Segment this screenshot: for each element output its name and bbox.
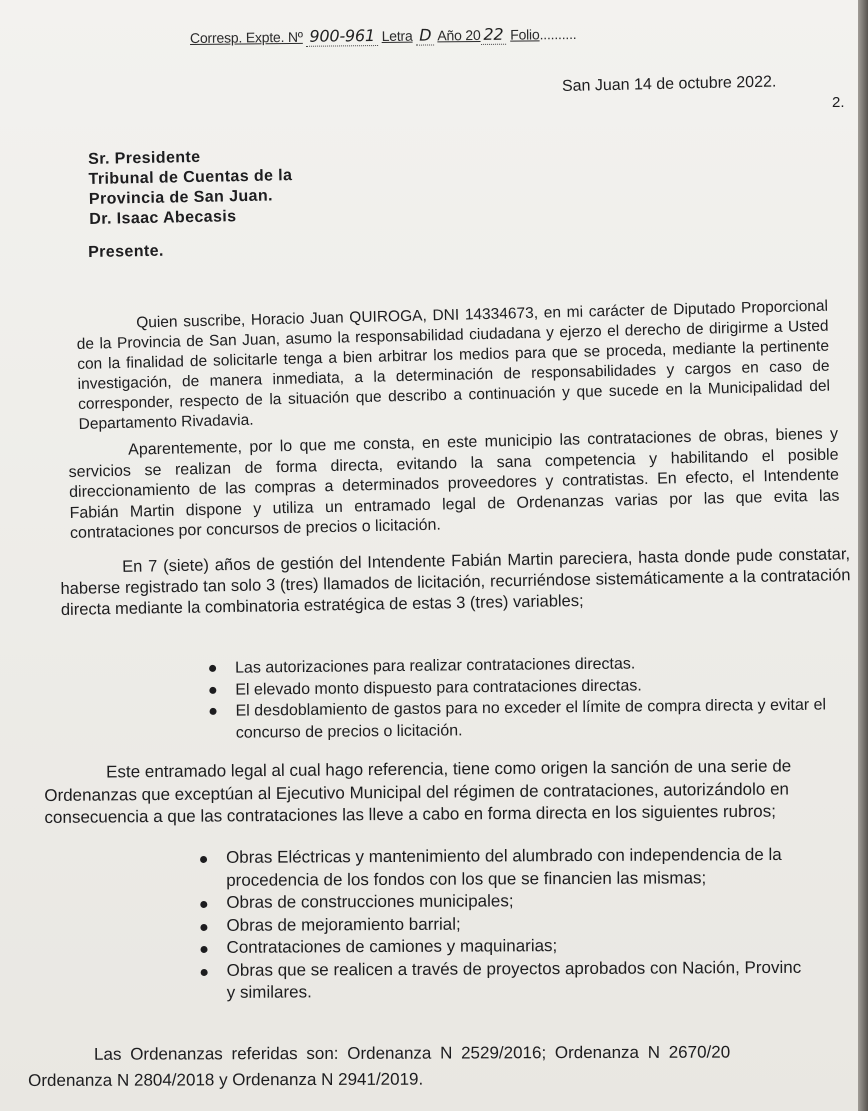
folio-blank: .......... bbox=[539, 25, 577, 43]
text-line: Este entramado legal al cual hago referencia, tiene como origen la sanción de una serie de bbox=[106, 756, 792, 782]
addressee-line: Sr. Presidente bbox=[88, 148, 201, 168]
rubros-list bbox=[196, 843, 858, 1004]
bullet-icon bbox=[209, 665, 216, 672]
bullet-icon bbox=[210, 708, 217, 715]
paragraph-context bbox=[68, 425, 840, 545]
letra-value: D bbox=[416, 25, 434, 45]
bullet-icon bbox=[201, 946, 208, 953]
paragraph-ordinance-list bbox=[28, 1039, 858, 1094]
page-number: 2. bbox=[832, 94, 845, 111]
anio-label: Año 20 bbox=[437, 26, 481, 44]
folio-label: Folio bbox=[510, 26, 540, 43]
letra-label: Letra bbox=[381, 27, 413, 44]
list-item: Obras Eléctricas y mantenimiento del alumbrado con independencia de la procedencia de los fondos con los que se financien las mismas; bbox=[196, 843, 858, 892]
paragraph-ordinances bbox=[44, 755, 858, 830]
expte-number: 900-961 bbox=[306, 26, 378, 47]
bullet-icon bbox=[201, 968, 208, 975]
addressee-line: Provincia de San Juan. bbox=[88, 187, 274, 208]
text-line: consecuencia a que las contrataciones las lleve a cabo en forma directa en los siguientes rubros; bbox=[44, 801, 776, 827]
anio-value: 22 bbox=[480, 25, 506, 45]
bullet-icon bbox=[200, 923, 207, 930]
date-line: San Juan 14 de octubre 2022. bbox=[561, 73, 777, 95]
list-item: Contrataciones de camiones y maquinarias; bbox=[196, 933, 858, 959]
expediente-header bbox=[190, 24, 577, 47]
list-item: Obras de mejoramiento barrial; bbox=[196, 911, 858, 937]
addressee-block bbox=[88, 146, 293, 230]
paragraph-text: En 7 (siete) años de gestión del Intendente Fabián Martin pareciera, hasta donde pude constatar, haberse registrado tan solo 3 (tres) llamados de licitación, recurriéndose sistemáticamente a la contratación directa mediante la combinatoria estratégica de estas 3 (tres) variables; bbox=[60, 545, 851, 619]
list-item: Obras de construcciones municipales; bbox=[196, 888, 858, 914]
list-item: Las autorizaciones para realizar contrataciones directas. bbox=[205, 651, 858, 679]
text-line: Ordenanzas que exceptúan al Ejecutivo Municipal del régimen de contrataciones, autorizándolo en bbox=[44, 779, 790, 805]
bullet-icon bbox=[209, 686, 216, 693]
corresp-label: Corresp. Expte. Nº bbox=[189, 28, 303, 46]
paragraph-text: Quien suscribe, Horacio Juan QUIROGA, DNI 14334673, en mi carácter de Diputado Proporcional de la Provincia de San Juan, asumo la responsabilidad ciudadana y ejerzo el derecho de dirigirme a Usted con la finalidad de solicitarle tenga a bien arbitrar los medios para que se proceda, mediante la pertinente investigación, de manera inmediata, a la determinación de responsabilidades y cargos en caso de corresponder, respecto de la situación que describo a continuación y que sucede en la Municipalidad del Departamento Rivadavia. bbox=[76, 297, 831, 433]
list-item: El elevado monto dispuesto para contrataciones directas. bbox=[205, 673, 858, 701]
bullet-icon bbox=[200, 901, 207, 908]
list-item: El desdoblamiento de gastos para no exceder el límite de compra directa y evitar el concurso de precios o licitación. bbox=[205, 694, 858, 744]
text-line: Las Ordenanzas referidas son: Ordenanza N 2529/2016; Ordenanza N 2670/20 bbox=[94, 1042, 731, 1064]
addressee-line: Tribunal de Cuentas de la bbox=[88, 167, 293, 188]
paragraph-intro bbox=[76, 297, 831, 435]
addressee-line: Dr. Isaac Abecasis bbox=[89, 208, 237, 228]
text-line: Ordenanza N 2804/2018 y Ordenanza N 2941/2019. bbox=[28, 1069, 424, 1090]
list-item: Obras que se realicen a través de proyectos aprobados con Nación, Provinc y similares. bbox=[197, 956, 858, 1005]
background-edge bbox=[858, 0, 868, 1111]
bullet-icon bbox=[200, 856, 207, 863]
paragraph-findings bbox=[60, 544, 851, 621]
greeting: Presente. bbox=[88, 242, 164, 261]
paragraph-text: Aparentemente, por lo que me consta, en este municipio las contrataciones de obras, bienes y servicios se realizan de forma directa, evitando la sana competencia y habilitando el posible direccionamiento de las compras a determinados proveedores y contratistas. En efecto, el Intendente Fabián Martin dispone y utiliza un entramado legal de Ordenanzas varias por las que evita las contrataciones por concursos de precios o licitación. bbox=[68, 425, 840, 542]
variables-list bbox=[205, 651, 858, 744]
